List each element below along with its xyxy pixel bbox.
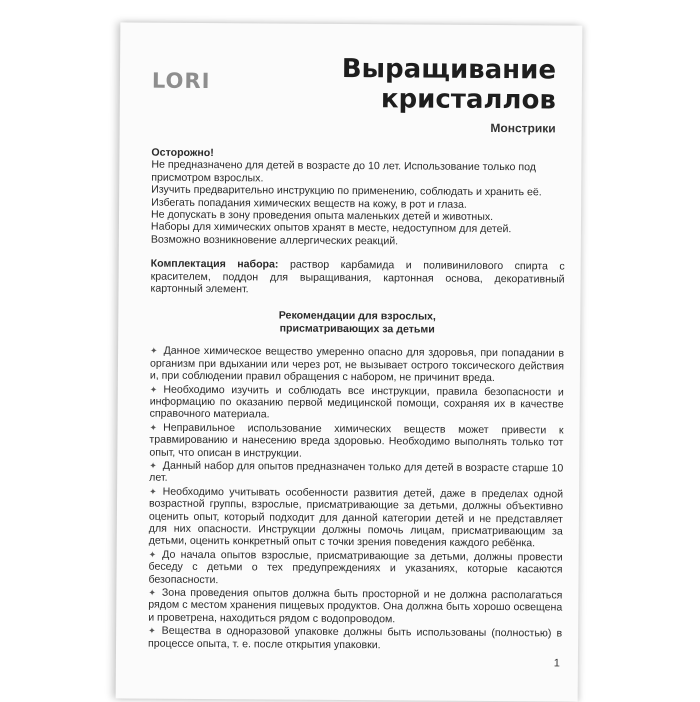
recommendation-text: Необходимо изучить и соблюдать все инструкции, правила безопасности и информацию по оказанию первой медицинской помощи, сохраняя их в качестве справочного материала. — [149, 383, 564, 421]
recommendation-text: Вещества в одноразовой упаковке должны быть использованы (полностью) в процессе опыта, т. е. после открытия упаковки. — [147, 624, 563, 651]
warning-line: Изучить предварительно инструкцию по применению, соблюдать и хранить её. — [151, 183, 542, 199]
brand-logo: LORI — [151, 68, 211, 94]
product-subtitle: Монстрики — [490, 120, 556, 136]
recommendation-item — [148, 587, 562, 627]
title-line-1: Выращивание — [341, 53, 557, 86]
bullet-star-icon: ✦ — [148, 549, 157, 560]
warning-line: Возможно возникновение аллергических реакций. — [150, 233, 399, 248]
bullet-star-icon: ✦ — [150, 345, 158, 356]
recommendation-text: Необходимо учитывать особенности развития детей, даже в пределах одной возрастной группы, взрослые, присматривающие за детьми, должны объективно оценить опыт, который подходит для данной категории детей и не представляет для них опасности. Инструкции должны помочь лицам, присматривающим за детьми, оценить конкретный опыт с точки зрения поведения каждого ребёнка. — [148, 485, 564, 550]
document-title — [341, 54, 556, 115]
warning-heading: Осторожно! — [151, 146, 214, 160]
recommendation-item — [148, 548, 562, 588]
recommendations-heading — [150, 309, 564, 337]
recommendations-heading-line-1: Рекомендации для взрослых, — [278, 309, 436, 324]
title-line-2: кристаллов — [380, 84, 556, 116]
recommendation-item — [149, 460, 563, 488]
recommendation-item — [148, 625, 562, 653]
kit-text: раствор карбамида и поливинилового спирта с красителем, поддон для выращивания, картонная основа, декоративный картонный элемент. — [150, 258, 565, 296]
bullet-star-icon: ✦ — [148, 625, 156, 636]
bullet-star-icon: ✦ — [149, 422, 158, 433]
bullet-star-icon: ✦ — [149, 460, 157, 471]
kit-label: Комплектация набора: — [150, 257, 279, 271]
recommendation-text: Данный набор для опытов предназначен только для детей в возрасте старше 10 лет. — [149, 459, 564, 485]
recommendations-heading-line-2: присматривающих за детьми — [279, 322, 435, 336]
bullet-star-icon: ✦ — [149, 486, 157, 497]
recommendation-text: Данное химическое вещество умеренно опасно для здоровья, при попадании в организм при вдыхании или через рот, не вызывает острого токсического действия и, при соблюдении правил обращения с набором, не причинит вреда. — [149, 344, 565, 385]
recommendation-item — [150, 383, 564, 423]
document-body — [148, 137, 566, 654]
recommendation-text: До начала опытов взрослые, присматривающие за детьми, должны провести беседу с детьми о тех предупреждениях и указаниях, которые касаются безопасности. — [148, 548, 563, 586]
page-number: 1 — [553, 657, 560, 670]
warning-line: Избегать попадания химических веществ на кожу, в рот и глаза. — [151, 196, 467, 211]
warning-line: Не предназначено для детей в возрасте до 10 лет. Использование только под присмотром взрослых. — [151, 159, 536, 185]
recommendation-item — [149, 485, 563, 550]
bullet-star-icon: ✦ — [149, 384, 158, 395]
bullet-star-icon: ✦ — [148, 587, 156, 598]
instruction-sheet — [116, 22, 583, 701]
recommendation-text: Зона проведения опытов должна быть просторной и не должна располагаться рядом с местом хранения пищевых продуктов. Она должна быть хорошо освещена и проветрена, находиться рядом с водопроводом. — [148, 586, 563, 626]
kit-contents — [150, 258, 564, 298]
recommendation-item — [150, 345, 564, 385]
warning-line: Наборы для химических опытов хранят в месте, недоступном для детей. — [150, 221, 512, 236]
recommendation-item — [149, 421, 563, 461]
warning-line: Не допускать в зону проведения опыта маленьких детей и животных. — [150, 208, 494, 224]
recommendation-text: Неправильное использование химических веществ может привести к травмированию и нанесению вреда здоровью. Необходимо выполнять только тот опыт, что описан в инструкции. — [149, 421, 564, 460]
